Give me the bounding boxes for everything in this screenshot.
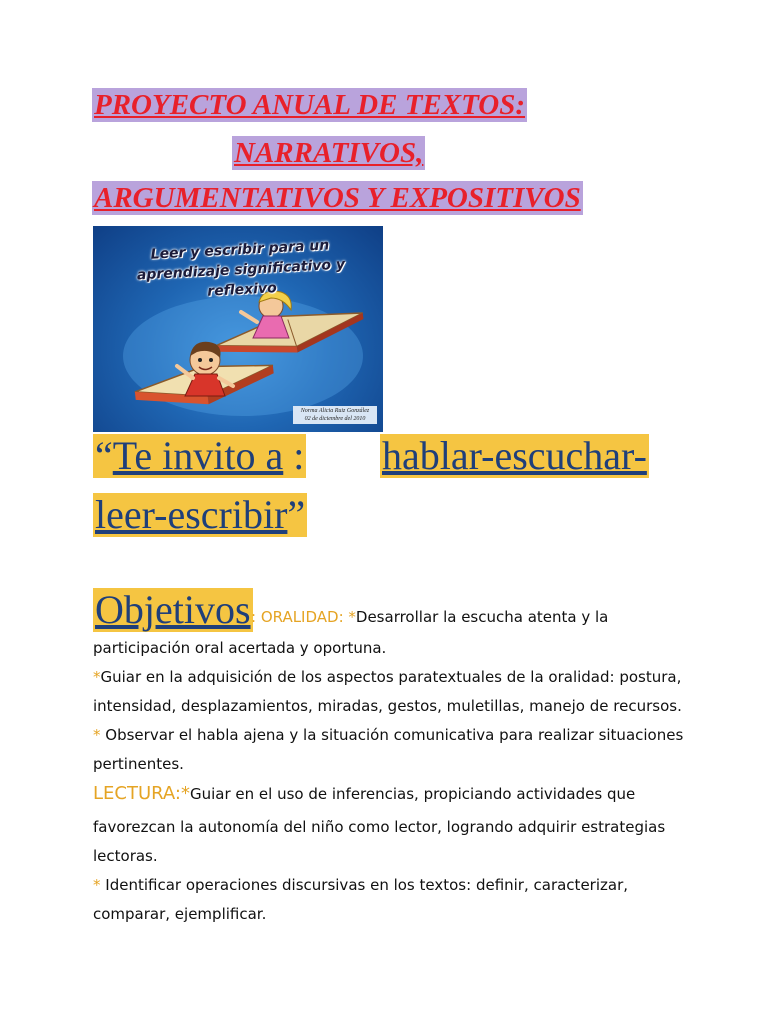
lectura-line-1: [93, 785, 635, 803]
identificar-line-2: comparar, ejemplificar.: [93, 905, 267, 923]
objetivos-heading: Objetivos: [95, 587, 251, 632]
lectura-line-3: lectoras.: [93, 847, 158, 865]
identificar-star: *: [93, 876, 106, 894]
oralidad-line-1: [251, 608, 608, 626]
guiar-star: *: [93, 668, 101, 686]
guiar-text-1: Guiar en la adquisición de los aspectos paratextuales de la oralidad: postura,: [100, 668, 682, 686]
lectura-text-1: Guiar en el uso de inferencias, propiciando actividades que: [189, 785, 636, 803]
title-line-1: PROYECTO ANUAL DE TEXTOS:: [94, 89, 526, 121]
identificar-text-1: Identificar operaciones discursivas en los textos: definir, caracterizar,: [105, 876, 629, 894]
oralidad-label: : ORALIDAD: *: [251, 608, 356, 626]
title-line-3: ARGUMENTATIVOS Y EXPOSITIVOS: [94, 182, 581, 214]
observar-line-2: pertinentes.: [93, 755, 184, 773]
cover-author: Norma Alicia Ruiz González: [300, 408, 370, 414]
guiar-line-2: intensidad, desplazamientos, miradas, gestos, muletillas, manejo de recursos.: [93, 697, 682, 715]
lectura-label: LECTURA:*: [93, 783, 190, 804]
oralidad-text-1: Desarrollar la escucha atenta y la: [355, 608, 609, 626]
observar-text-1: Observar el habla ajena y la situación comunicativa para realizar situaciones: [105, 726, 684, 744]
invite-heading-part2: [380, 434, 649, 478]
observar-line-1: [93, 726, 683, 744]
oralidad-line-2: participación oral acertada y oportuna.: [93, 639, 387, 657]
cover-caption: [293, 406, 377, 424]
cover-date: 02 de diciembre del 2010: [304, 416, 366, 422]
invite-heading-part1: [93, 434, 306, 478]
identificar-line-1: [93, 876, 628, 894]
invite-close-quote: ”: [287, 492, 306, 537]
invite-text-1: Te invito a: [112, 433, 284, 478]
guiar-line-1: [93, 668, 681, 686]
invite-text-2: hablar-escuchar-: [382, 433, 647, 478]
invite-open-quote: “: [95, 433, 113, 478]
invite-heading-part3: [93, 493, 307, 537]
invite-colon: :: [283, 433, 305, 478]
cover-heading-text: Leer y escribir para un aprendizaje significativo y reflexivo: [136, 237, 346, 300]
title-line-2: NARRATIVOS,: [234, 137, 424, 169]
observar-star: *: [93, 726, 106, 744]
cover-image: [93, 226, 383, 432]
invite-text-3: leer-escribir: [95, 492, 288, 537]
lectura-line-2: favorezcan la autonomía del niño como lector, logrando adquirir estrategias: [93, 818, 666, 836]
